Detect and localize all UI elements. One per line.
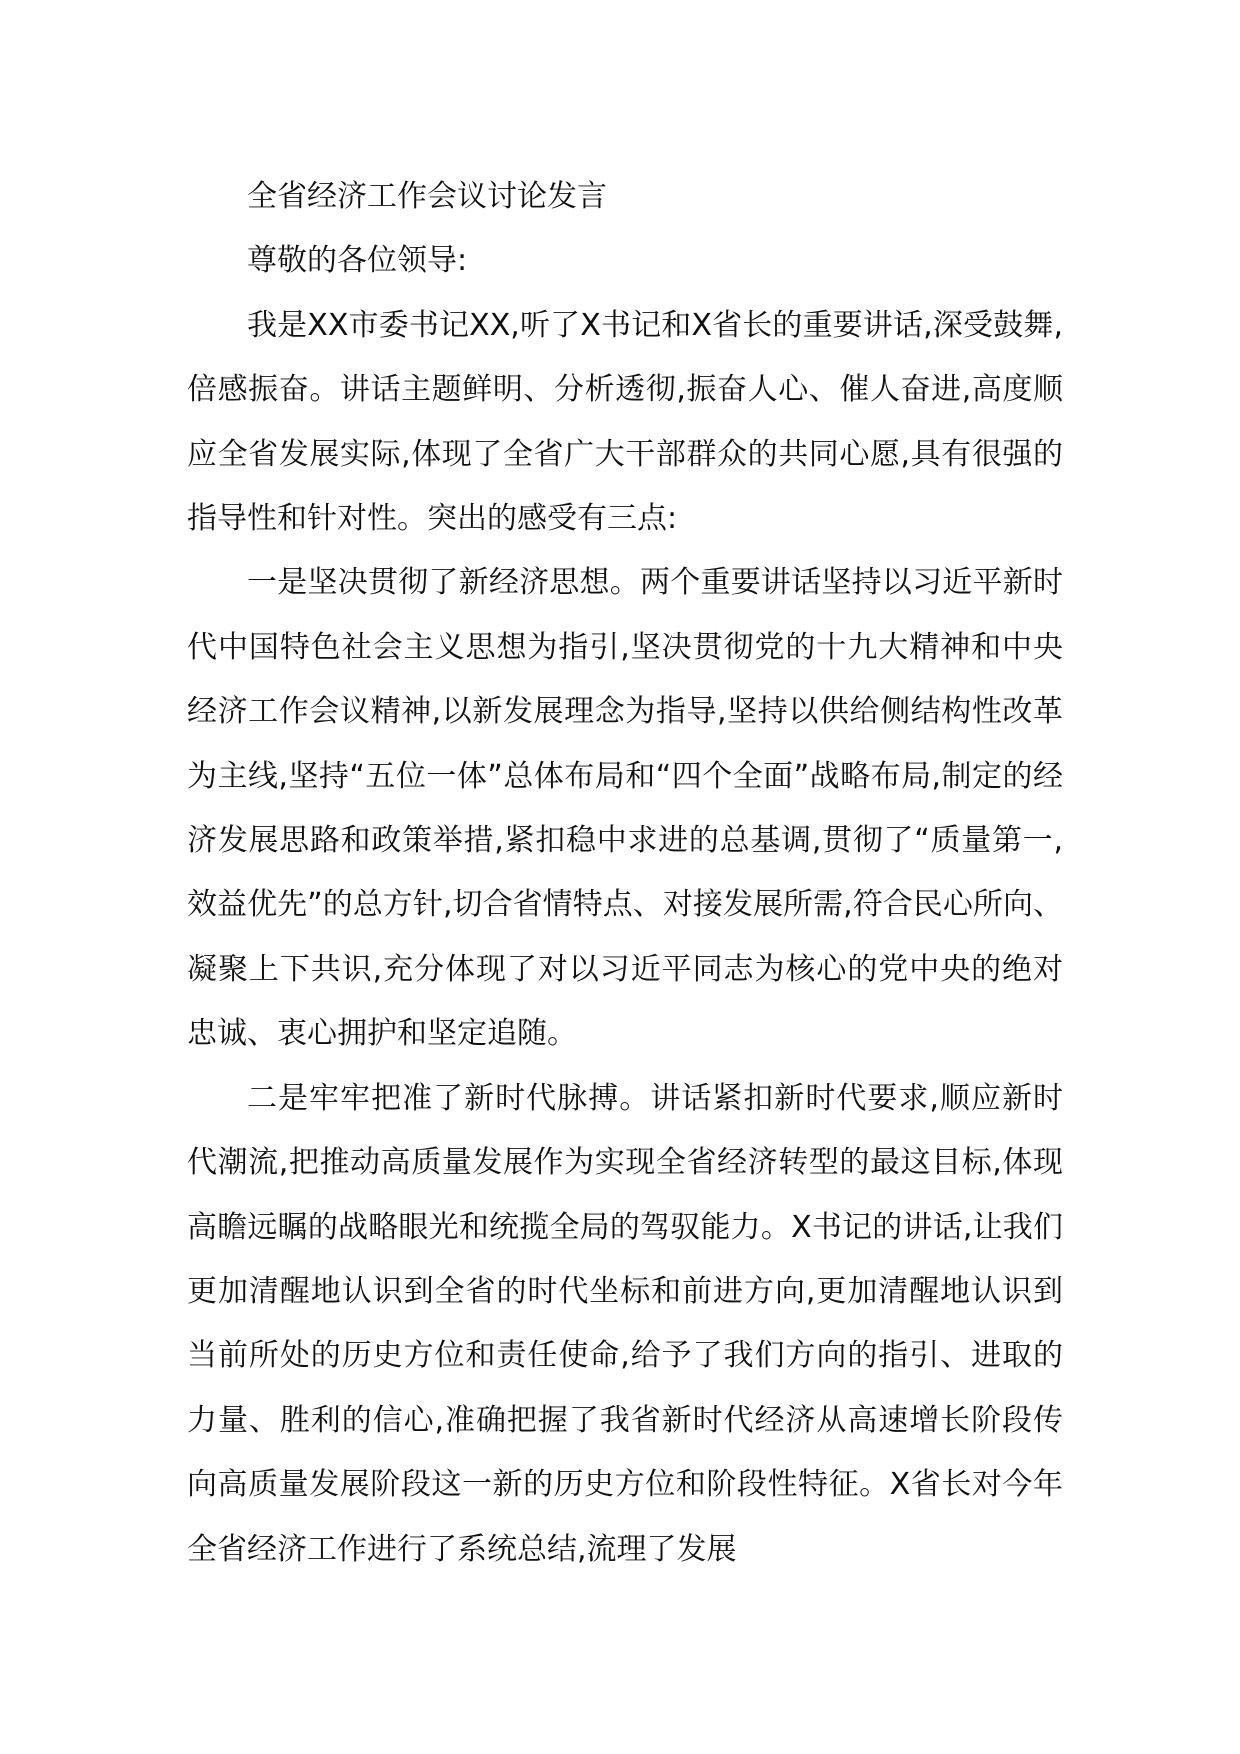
salutation: 尊敬的各位领导: xyxy=(247,243,468,279)
paragraph-3: 二是牢牢把准了新时代脉搏。讲话紧扣新时代要求,顺应新时代潮流,把推动高质量发展作为实现全省经济转型的最这目标,体现高瞻远瞩的战略眼光和统揽全局的驾驭能力。X书记的讲话,让我们更加清醒地认识到全省的时代坐标和前进方向,更加清醒地认识到当前所处的历史方位和责任使命,给予了我们方向的指引、进取的力量、胜利的信心,准确把握了我省新时代经济从高速增长阶段传向高质量发展阶段这一新的历史方位和阶段性特征。X省长对今年全省经济工作进行了系统总结,流理了发展 xyxy=(187,1080,1063,1567)
paragraph-2: 一是坚决贯彻了新经济思想。两个重要讲话坚持以习近平新时代中国特色社会主义思想为指引,坚决贯彻党的十九大精神和中央经济工作会议精神,以新发展理念为指导,坚持以供给侧结构性改革为主线,坚持“五位一体”总体布局和“四个全面”战略布局,制定的经济发展思路和政策举措,紧扣稳中求进的总基调,贯彻了“质量第一,效益优先”的总方针,切合省情特点、对接发展所需,符合民心所向、凝聚上下共识,充分体现了对以习近平同志为核心的党中央的绝对忠诚、衷心拥护和坚定追随。 xyxy=(187,565,1063,1052)
paragraph-1: 我是XX市委书记XX,听了X书记和X省长的重要讲话,深受鼓舞,倍感振奋。讲话主题鲜明、分析透彻,振奋人心、催人奋进,高度顺应全省发展实际,体现了全省广大干部群众的共同心愿,具有很强的指导性和针对性。突出的感受有三点: xyxy=(187,307,1063,537)
document-title: 全省经济工作会议讨论发言 xyxy=(247,179,607,214)
document-body xyxy=(187,165,1063,1582)
